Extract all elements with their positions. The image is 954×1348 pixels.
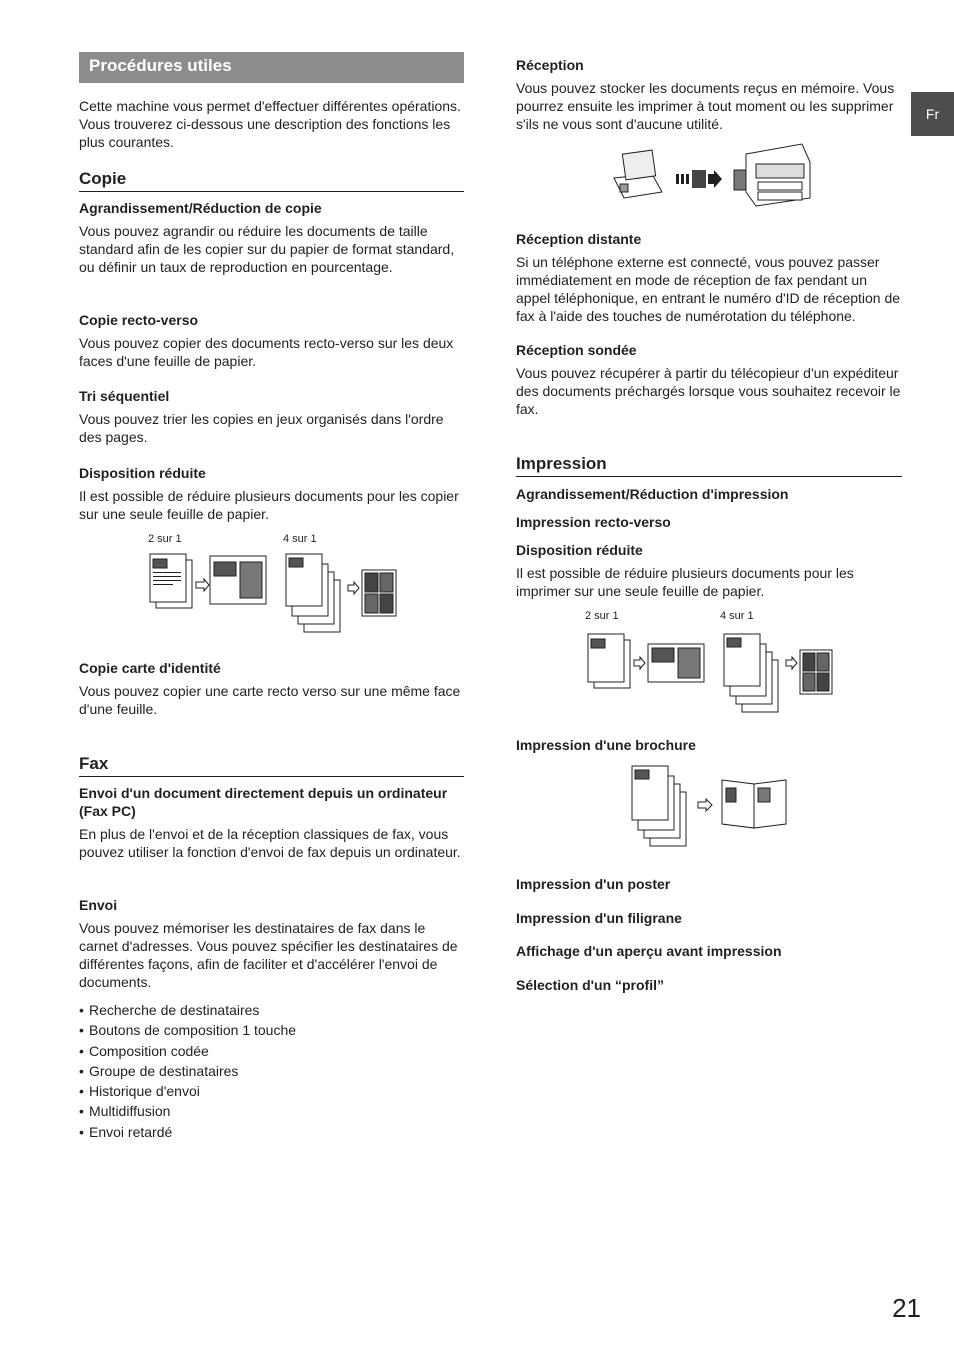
impression-item: Impression d'une brochure: [516, 737, 696, 753]
reception-sondee-text: Vous pouvez récupérer à partir du télécopieur d'un expéditeur des documents préchargés lorsque vous souhaitez recevoir le fax.: [516, 365, 901, 417]
list-item: • Groupe de destinataires: [79, 1061, 464, 1081]
language-tab: Fr: [911, 92, 954, 136]
list-item: • Historique d'envoi: [79, 1081, 464, 1101]
section-heading-copie: Copie: [79, 168, 464, 192]
impression-item: Impression d'un poster: [516, 876, 671, 892]
fax-pc-text: En plus de l'envoi et de la réception classiques de fax, vous pouvez utiliser la fonction d'envoi de fax depuis un ordinateur.: [79, 826, 461, 860]
fax-envoi-title: Envoi: [79, 897, 118, 913]
list-item: • Boutons de composition 1 touche: [79, 1020, 464, 1040]
figure-label-4in1: 4 sur 1: [720, 610, 754, 622]
impression-item: Disposition réduite: [516, 542, 643, 558]
list-item: • Multidiffusion: [79, 1101, 464, 1121]
page-number: 21: [892, 1293, 921, 1323]
brochure-print-illustration: [630, 764, 790, 850]
copie-item-text: Vous pouvez copier des documents recto-verso sur les deux faces d'une feuille de papier.: [79, 335, 454, 369]
copie-item-title: Copie carte d'identité: [79, 660, 221, 676]
reception-title: Réception: [516, 57, 584, 73]
impression-item: Affichage d'un aperçu avant impression: [516, 943, 782, 959]
copie-item-title: Disposition réduite: [79, 465, 206, 481]
copie-item-title: Tri séquentiel: [79, 388, 170, 404]
reduced-layout-print-illustration: [586, 630, 836, 716]
reception-distante-text: Si un téléphone externe est connecté, vous pouvez passer immédiatement en mode de réception de fax pendant un appel téléphonique, en entrant le numéro d'ID de réception de fax à l'aide des touches de numérotation du téléphone.: [516, 254, 901, 324]
impression-item: Impression d'un filigrane: [516, 910, 682, 926]
copie-item-title: Copie recto-verso: [79, 312, 199, 328]
impression-item: Impression recto-verso: [516, 514, 671, 530]
copie-item-title: Agrandissement/Réduction de copie: [79, 200, 322, 216]
copie-item-text: Vous pouvez copier une carte recto verso sur une même face d'une feuille.: [79, 683, 461, 717]
impression-item-text: Il est possible de réduire plusieurs documents pour les imprimer sur une seule feuille de papier.: [516, 565, 854, 599]
fax-envoi-text: Vous pouvez mémoriser les destinataires de fax dans le carnet d'adresses. Vous pouvez spécifier les destinataires de différentes façons, afin de faciliter et d'accélérer l'envoi de documents.: [79, 920, 458, 990]
list-item: • Composition codée: [79, 1041, 464, 1061]
reception-text: Vous pouvez stocker les documents reçus en mémoire. Vous pourrez ensuite les imprimer à tout moment ou les supprimer s'ils ne vous sont d'aucune utilité.: [516, 80, 895, 132]
reduced-layout-copy-illustration: [148, 550, 398, 636]
reception-sondee-title: Réception sondée: [516, 342, 637, 358]
impression-item: Sélection d'un “profil”: [516, 977, 664, 993]
copie-item-text: Vous pouvez trier les copies en jeux organisés dans l'ordre des pages.: [79, 411, 444, 445]
impression-item: Agrandissement/Réduction d'impression: [516, 486, 789, 502]
figure-label-2in1: 2 sur 1: [585, 610, 619, 622]
figure-label-2in1: 2 sur 1: [148, 533, 182, 545]
list-item: • Recherche de destinataires: [79, 1000, 464, 1020]
list-item: • Envoi retardé: [79, 1122, 464, 1142]
reception-distante-title: Réception distante: [516, 231, 642, 247]
page-title: Procédures utiles: [79, 52, 464, 83]
fax-feature-list: [79, 1000, 464, 1142]
fax-pc-title: Envoi d'un document directement depuis un ordinateur (Fax PC): [79, 785, 448, 819]
figure-label-4in1: 4 sur 1: [283, 533, 317, 545]
fax-reception-illustration: [606, 140, 812, 210]
section-heading-impression: Impression: [516, 453, 902, 477]
copie-item-text: Vous pouvez agrandir ou réduire les documents de taille standard afin de les copier sur du papier de format standard, ou définir un taux de reproduction en pourcentage.: [79, 223, 455, 275]
section-heading-fax: Fax: [79, 753, 464, 777]
copie-item-text: Il est possible de réduire plusieurs documents pour les copier sur une seule feuille de papier.: [79, 488, 459, 522]
intro-text: Cette machine vous permet d'effectuer différentes opérations. Vous trouverez ci-dessous une description des fonctions les plus courantes.: [79, 98, 461, 150]
